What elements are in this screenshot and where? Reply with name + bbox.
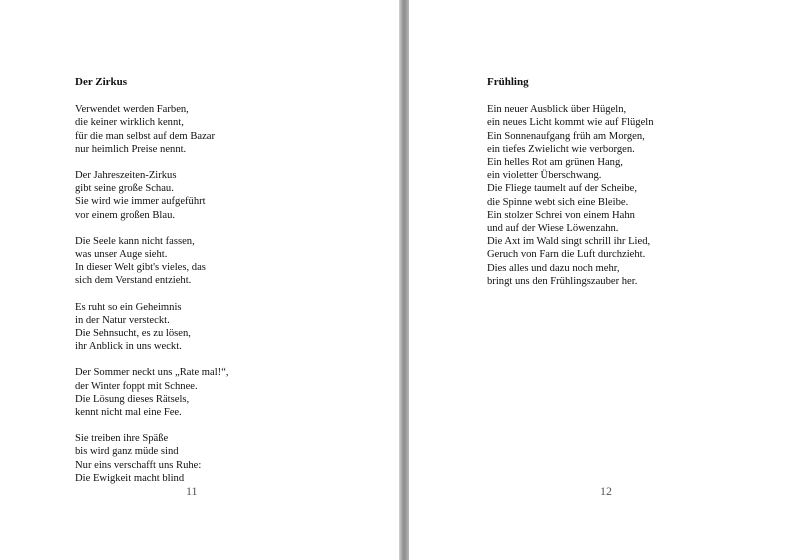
verse-line: Ein neuer Ausblick über Hügeln, — [487, 104, 627, 116]
verse-line: Dies alles und dazu noch mehr, — [487, 262, 620, 274]
page-right — [409, 0, 808, 560]
page-left — [0, 0, 399, 560]
stanza — [75, 301, 229, 354]
verse-line: Die Lösung dieses Rätsels, — [75, 393, 190, 405]
verse-line: der Winter foppt mit Schnee. — [75, 380, 198, 392]
stanza — [75, 235, 229, 288]
verse-line: Die Axt im Wald singt schrill ihr Lied, — [487, 236, 651, 248]
verse-line: Ein Sonnenaufgang früh am Morgen, — [487, 130, 645, 142]
stanza — [75, 169, 229, 222]
verse-line: bringt uns den Frühlingszauber her. — [487, 275, 638, 287]
verse-line: Nur eins verschafft uns Ruhe: — [75, 459, 202, 471]
page-number: 11 — [186, 484, 198, 498]
verse-line: gibt seine große Schau. — [75, 183, 174, 195]
verse-line: ein violetter Überschwang. — [487, 170, 602, 182]
stanza — [75, 432, 229, 485]
stanza-list — [75, 103, 229, 485]
verse-line: Die Fliege taumelt auf der Scheibe, — [487, 183, 638, 195]
verse-line: und auf der Wiese Löwenzahn. — [487, 223, 619, 235]
verse-line: die keiner wirklich kennt, — [75, 117, 184, 129]
page-gutter — [399, 0, 409, 560]
verse-line: nur heimlich Preise nennt. — [75, 143, 187, 155]
verse-line: die Spinne webt sich eine Bleibe. — [487, 196, 629, 208]
stanza — [487, 103, 654, 288]
stanza — [75, 366, 229, 419]
verse-line: Die Seele kann nicht fassen, — [75, 235, 195, 247]
verse-line: bis wird ganz müde sind — [75, 446, 179, 458]
poem-title: Frühling — [487, 76, 529, 88]
verse-line: ein neues Licht kommt wie auf Flügeln — [487, 117, 654, 129]
verse-line: ihr Anblick in uns weckt. — [75, 341, 182, 353]
verse-line: vor einem großen Blau. — [75, 209, 176, 221]
verse-line: Sie wird wie immer aufgeführt — [75, 196, 206, 208]
stanza-list — [487, 103, 654, 288]
verse-line: In dieser Welt gibt's vieles, das — [75, 262, 206, 274]
verse-line: Sie treiben ihre Späße — [75, 433, 169, 445]
verse-line: Die Ewigkeit macht blind — [75, 472, 185, 484]
verse-line: Es ruht so ein Geheimnis — [75, 301, 182, 313]
verse-line: Ein helles Rot am grünen Hang, — [487, 157, 623, 169]
verse-line: in der Natur versteckt. — [75, 314, 170, 326]
verse-line: ein tiefes Zwielicht wie verborgen. — [487, 143, 635, 155]
verse-line: sich dem Verstand entzieht. — [75, 275, 192, 287]
verse-line: Ein stolzer Schrei von einem Hahn — [487, 209, 635, 221]
verse-line: Der Jahreszeiten-Zirkus — [75, 170, 177, 182]
verse-line: was unser Auge sieht. — [75, 249, 168, 261]
verse-line: für die man selbst auf dem Bazar — [75, 130, 216, 142]
page-number: 12 — [600, 484, 612, 498]
verse-line: Die Sehnsucht, es zu lösen, — [75, 328, 191, 340]
poem-fruehling — [487, 76, 654, 301]
poem-der-zirkus — [75, 76, 229, 498]
verse-line: Verwendet werden Farben, — [75, 104, 189, 116]
verse-line: Der Sommer neckt uns „Rate mal!“, — [75, 367, 229, 379]
verse-line: kennt nicht mal eine Fee. — [75, 407, 182, 419]
poem-title: Der Zirkus — [75, 76, 128, 88]
verse-line: Geruch von Farn die Luft durchzieht. — [487, 249, 646, 261]
stanza — [75, 103, 229, 156]
